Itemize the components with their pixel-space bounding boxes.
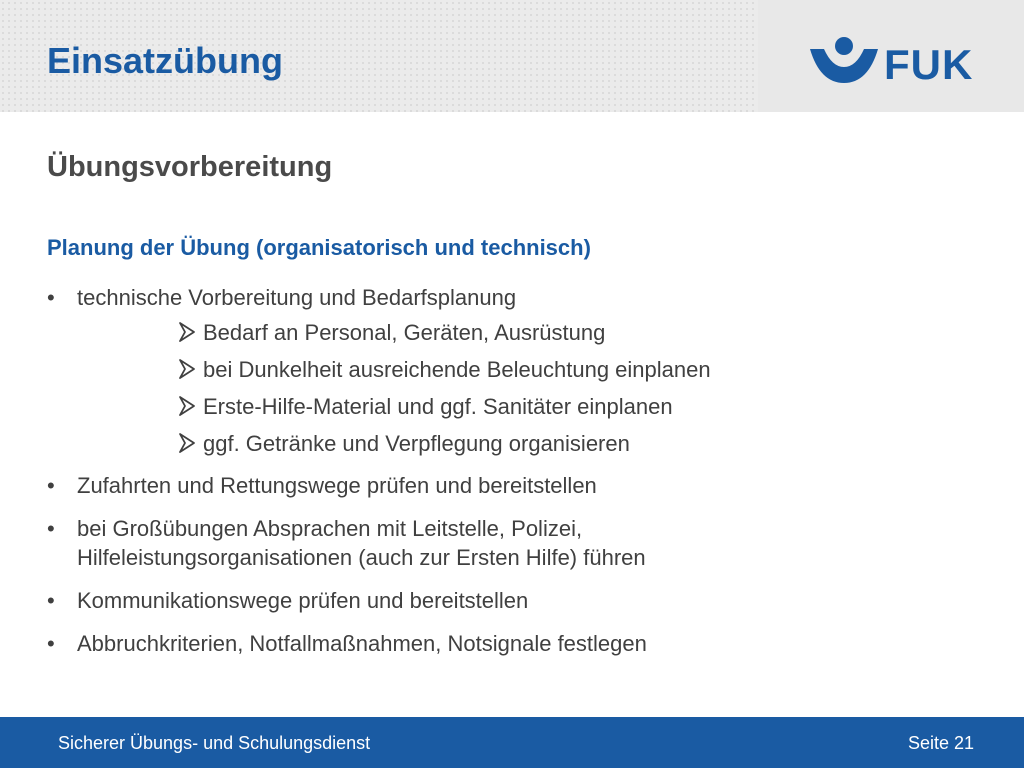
- bullet-icon: •: [47, 588, 55, 613]
- sub-list-item-text: ggf. Getränke und Verpflegung organisieren: [203, 431, 630, 456]
- footer-bar: [0, 717, 1024, 768]
- list-item-text: technische Vorbereitung und Bedarfsplanung: [77, 285, 517, 310]
- list-item-text: Zufahrten und Rettungswege prüfen und bereitstellen: [77, 473, 597, 498]
- section-heading: Planung der Übung (organisatorisch und technisch): [47, 235, 591, 260]
- arrow-bullet-icon: [177, 431, 197, 455]
- list-item-text-continued: Hilfeleistungsorganisationen (auch zur Ersten Hilfe) führen: [77, 545, 646, 570]
- list-item-text: bei Großübungen Absprachen mit Leitstelle, Polizei,: [77, 516, 583, 541]
- list-item: [47, 629, 967, 658]
- slide-subtitle: Übungsvorbereitung: [47, 151, 333, 183]
- arrow-bullet-icon: [177, 394, 197, 418]
- sub-list-item: [47, 392, 967, 429]
- content-list: [47, 283, 967, 658]
- bullet-icon: •: [47, 516, 55, 541]
- list-item-text: Kommunikationswege prüfen und bereitstellen: [77, 588, 529, 613]
- page-number: Seite 21: [907, 733, 974, 753]
- slide-title: Einsatzübung: [47, 40, 283, 81]
- bullet-icon: •: [47, 473, 55, 498]
- sub-list-item-text: Erste-Hilfe-Material und ggf. Sanitäter einplanen: [203, 394, 673, 419]
- sub-list-item: [47, 355, 967, 392]
- bullet-icon: •: [47, 285, 55, 310]
- sub-list-item: [47, 429, 967, 466]
- arrow-bullet-icon: [177, 320, 197, 344]
- list-item: [47, 283, 967, 312]
- list-item: [47, 471, 967, 500]
- sub-list-item: [47, 318, 967, 355]
- footer-title: Sicherer Übungs- und Schulungsdienst: [58, 733, 371, 753]
- sub-list-item-text: Bedarf an Personal, Geräten, Ausrüstung: [203, 320, 606, 345]
- arrow-bullet-icon: [177, 357, 197, 381]
- logo-text: FUK: [884, 41, 974, 88]
- fuk-logo-icon: [808, 35, 880, 85]
- list-item-text: Abbruchkriterien, Notfallmaßnahmen, Notsignale festlegen: [77, 631, 647, 656]
- list-item: [47, 514, 967, 572]
- bullet-icon: •: [47, 631, 55, 656]
- header-band: [0, 0, 1024, 112]
- list-item: [47, 586, 967, 615]
- sub-list-item-text: bei Dunkelheit ausreichende Beleuchtung einplanen: [203, 357, 711, 382]
